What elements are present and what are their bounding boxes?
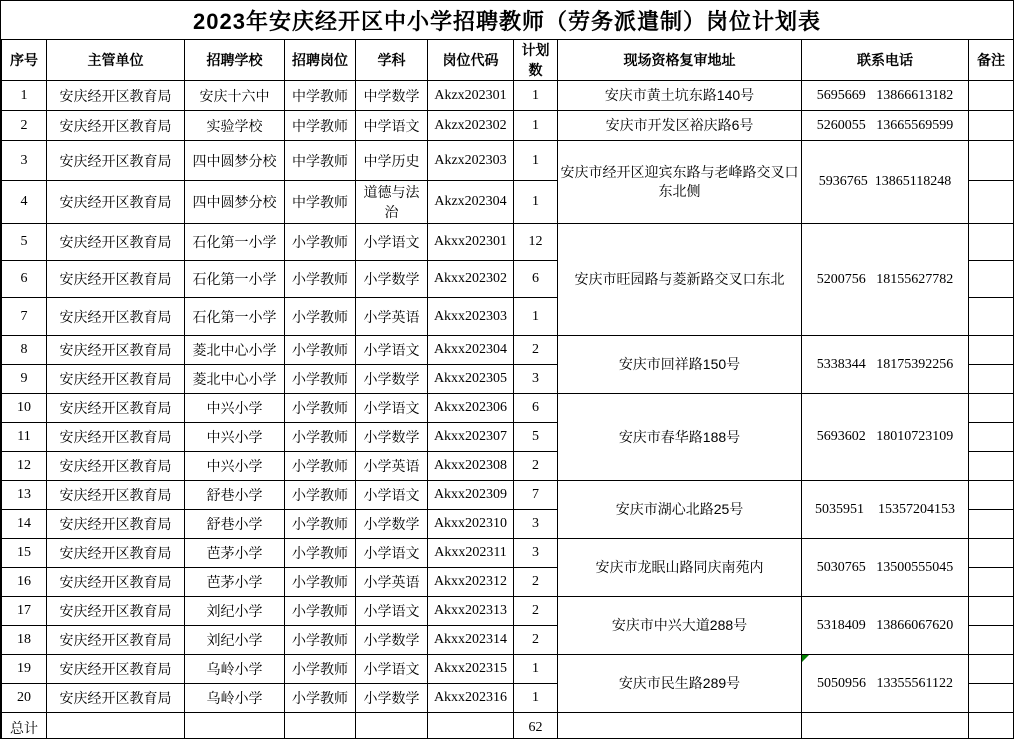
total-empty-position-cell	[285, 713, 356, 739]
position-cell: 小学教师	[285, 365, 356, 394]
remark-cell	[969, 655, 1014, 684]
code-cell: Akzx202303	[428, 141, 514, 181]
position-cell: 小学教师	[285, 452, 356, 481]
remark-cell	[969, 111, 1014, 141]
position-cell: 小学教师	[285, 336, 356, 365]
unit-cell: 安庆经开区教育局	[47, 336, 185, 365]
count-cell: 12	[514, 224, 558, 261]
subject-cell: 中学语文	[356, 111, 428, 141]
position-cell: 小学教师	[285, 568, 356, 597]
school-cell: 四中圆梦分校	[185, 141, 285, 181]
seq-cell: 18	[2, 626, 47, 655]
seq-cell: 1	[2, 81, 47, 111]
count-cell: 2	[514, 568, 558, 597]
school-cell: 刘纪小学	[185, 597, 285, 626]
phone-cell: 5338344 18175392256	[802, 336, 969, 394]
address-cell: 安庆市龙眠山路同庆南苑内	[558, 539, 802, 597]
table-row	[2, 481, 1014, 510]
total-empty-address-cell	[558, 713, 802, 739]
total-empty-phone-cell	[802, 713, 969, 739]
remark-cell	[969, 336, 1014, 365]
phone-cell: 5200756 18155627782	[802, 224, 969, 336]
table-row	[2, 141, 1014, 181]
total-label-cell: 总计	[2, 713, 47, 739]
unit-cell: 安庆经开区教育局	[47, 481, 185, 510]
header-row	[2, 40, 1014, 81]
subject-cell: 小学英语	[356, 452, 428, 481]
green-corner-indicator	[802, 655, 809, 662]
count-cell: 6	[514, 261, 558, 298]
seq-cell: 14	[2, 510, 47, 539]
school-cell: 四中圆梦分校	[185, 181, 285, 224]
address-cell: 安庆市黄土坑东路140号	[558, 81, 802, 111]
count-cell: 2	[514, 597, 558, 626]
code-cell: Akxx202304	[428, 336, 514, 365]
table-row	[2, 597, 1014, 626]
subject-cell: 小学语文	[356, 481, 428, 510]
position-cell: 小学教师	[285, 394, 356, 423]
unit-cell: 安庆经开区教育局	[47, 365, 185, 394]
position-cell: 小学教师	[285, 423, 356, 452]
address-cell: 安庆市经开区迎宾东路与老峰路交叉口东北侧	[558, 141, 802, 224]
seq-cell: 17	[2, 597, 47, 626]
header-col-count: 计划数	[514, 40, 558, 81]
subject-cell: 小学语文	[356, 597, 428, 626]
subject-cell: 小学语文	[356, 394, 428, 423]
position-cell: 小学教师	[285, 626, 356, 655]
school-cell: 刘纪小学	[185, 626, 285, 655]
total-empty-unit-cell	[47, 713, 185, 739]
subject-cell: 小学数学	[356, 510, 428, 539]
subject-cell: 小学数学	[356, 261, 428, 298]
subject-cell: 中学数学	[356, 81, 428, 111]
school-cell: 安庆十六中	[185, 81, 285, 111]
school-cell: 芭茅小学	[185, 539, 285, 568]
header-col-phone: 联系电话	[802, 40, 969, 81]
phone-cell: 5936765 13865118248	[802, 141, 969, 224]
address-cell: 安庆市回祥路150号	[558, 336, 802, 394]
school-cell: 中兴小学	[185, 394, 285, 423]
total-count-cell: 62	[514, 713, 558, 739]
total-empty-subject-cell	[356, 713, 428, 739]
code-cell: Akxx202303	[428, 298, 514, 336]
unit-cell: 安庆经开区教育局	[47, 141, 185, 181]
seq-cell: 20	[2, 684, 47, 713]
table-row	[2, 81, 1014, 111]
count-cell: 1	[514, 655, 558, 684]
unit-cell: 安庆经开区教育局	[47, 597, 185, 626]
header-col-subject: 学科	[356, 40, 428, 81]
seq-cell: 8	[2, 336, 47, 365]
total-row	[2, 713, 1014, 739]
count-cell: 1	[514, 298, 558, 336]
count-cell: 2	[514, 626, 558, 655]
count-cell: 3	[514, 365, 558, 394]
count-cell: 1	[514, 181, 558, 224]
count-cell: 1	[514, 81, 558, 111]
count-cell: 7	[514, 481, 558, 510]
code-cell: Akxx202312	[428, 568, 514, 597]
subject-cell: 小学英语	[356, 568, 428, 597]
remark-cell	[969, 141, 1014, 181]
subject-cell: 小学英语	[356, 298, 428, 336]
unit-cell: 安庆经开区教育局	[47, 81, 185, 111]
address-cell: 安庆市春华路188号	[558, 394, 802, 481]
remark-cell	[969, 452, 1014, 481]
count-cell: 2	[514, 336, 558, 365]
unit-cell: 安庆经开区教育局	[47, 626, 185, 655]
unit-cell: 安庆经开区教育局	[47, 423, 185, 452]
position-cell: 小学教师	[285, 655, 356, 684]
address-cell: 安庆市开发区裕庆路6号	[558, 111, 802, 141]
header-col-school: 招聘学校	[185, 40, 285, 81]
code-cell: Akxx202306	[428, 394, 514, 423]
subject-cell: 道德与法治	[356, 181, 428, 224]
subject-cell: 中学历史	[356, 141, 428, 181]
position-cell: 小学教师	[285, 298, 356, 336]
school-cell: 石化第一小学	[185, 261, 285, 298]
phone-cell: 5035951 15357204153	[802, 481, 969, 539]
position-cell: 小学教师	[285, 261, 356, 298]
seq-cell: 9	[2, 365, 47, 394]
count-cell: 1	[514, 111, 558, 141]
count-cell: 1	[514, 684, 558, 713]
unit-cell: 安庆经开区教育局	[47, 394, 185, 423]
remark-cell	[969, 597, 1014, 626]
address-cell: 安庆市旺园路与菱新路交叉口东北	[558, 224, 802, 336]
subject-cell: 小学语文	[356, 655, 428, 684]
unit-cell: 安庆经开区教育局	[47, 510, 185, 539]
position-cell: 小学教师	[285, 539, 356, 568]
seq-cell: 5	[2, 224, 47, 261]
phone-cell: 5318409 13866067620	[802, 597, 969, 655]
job-plan-table	[1, 39, 1014, 739]
table-row	[2, 224, 1014, 261]
remark-cell	[969, 626, 1014, 655]
seq-cell: 4	[2, 181, 47, 224]
unit-cell: 安庆经开区教育局	[47, 568, 185, 597]
remark-cell	[969, 181, 1014, 224]
seq-cell: 10	[2, 394, 47, 423]
school-cell: 中兴小学	[185, 423, 285, 452]
school-cell: 乌岭小学	[185, 655, 285, 684]
school-cell: 菱北中心小学	[185, 365, 285, 394]
header-col-position: 招聘岗位	[285, 40, 356, 81]
seq-cell: 6	[2, 261, 47, 298]
table-row	[2, 539, 1014, 568]
header-col-seq: 序号	[2, 40, 47, 81]
seq-cell: 19	[2, 655, 47, 684]
school-cell: 舒巷小学	[185, 510, 285, 539]
count-cell: 5	[514, 423, 558, 452]
total-empty-remark-cell	[969, 713, 1014, 739]
code-cell: Akxx202313	[428, 597, 514, 626]
position-cell: 小学教师	[285, 510, 356, 539]
count-cell: 1	[514, 141, 558, 181]
school-cell: 芭茅小学	[185, 568, 285, 597]
remark-cell	[969, 510, 1014, 539]
remark-cell	[969, 539, 1014, 568]
header-col-address: 现场资格复审地址	[558, 40, 802, 81]
remark-cell	[969, 81, 1014, 111]
position-cell: 中学教师	[285, 111, 356, 141]
code-cell: Akxx202311	[428, 539, 514, 568]
position-cell: 小学教师	[285, 224, 356, 261]
header-col-remark: 备注	[969, 40, 1014, 81]
phone-cell: 5030765 13500555045	[802, 539, 969, 597]
phone-cell: 5693602 18010723109	[802, 394, 969, 481]
count-cell: 6	[514, 394, 558, 423]
table-body	[2, 81, 1014, 739]
seq-cell: 11	[2, 423, 47, 452]
code-cell: Akzx202301	[428, 81, 514, 111]
school-cell: 乌岭小学	[185, 684, 285, 713]
phone-cell: 5260055 13665569599	[802, 111, 969, 141]
total-empty-school-cell	[185, 713, 285, 739]
school-cell: 石化第一小学	[185, 224, 285, 261]
total-empty-code-cell	[428, 713, 514, 739]
code-cell: Akxx202315	[428, 655, 514, 684]
code-cell: Akzx202302	[428, 111, 514, 141]
position-cell: 小学教师	[285, 481, 356, 510]
position-cell: 中学教师	[285, 181, 356, 224]
header-col-unit: 主管单位	[47, 40, 185, 81]
table-row	[2, 111, 1014, 141]
position-cell: 小学教师	[285, 597, 356, 626]
code-cell: Akxx202316	[428, 684, 514, 713]
table-row	[2, 655, 1014, 684]
position-cell: 中学教师	[285, 141, 356, 181]
code-cell: Akxx202308	[428, 452, 514, 481]
position-cell: 中学教师	[285, 81, 356, 111]
code-cell: Akxx202305	[428, 365, 514, 394]
count-cell: 3	[514, 539, 558, 568]
subject-cell: 小学语文	[356, 224, 428, 261]
unit-cell: 安庆经开区教育局	[47, 452, 185, 481]
table-row	[2, 336, 1014, 365]
remark-cell	[969, 298, 1014, 336]
seq-cell: 15	[2, 539, 47, 568]
remark-cell	[969, 224, 1014, 261]
seq-cell: 2	[2, 111, 47, 141]
subject-cell: 小学数学	[356, 684, 428, 713]
remark-cell	[969, 365, 1014, 394]
unit-cell: 安庆经开区教育局	[47, 181, 185, 224]
position-cell: 小学教师	[285, 684, 356, 713]
school-cell: 中兴小学	[185, 452, 285, 481]
unit-cell: 安庆经开区教育局	[47, 224, 185, 261]
code-cell: Akxx202310	[428, 510, 514, 539]
address-cell: 安庆市中兴大道288号	[558, 597, 802, 655]
subject-cell: 小学数学	[356, 365, 428, 394]
code-cell: Akxx202309	[428, 481, 514, 510]
code-cell: Akxx202301	[428, 224, 514, 261]
unit-cell: 安庆经开区教育局	[47, 655, 185, 684]
code-cell: Akzx202304	[428, 181, 514, 224]
remark-cell	[969, 423, 1014, 452]
address-cell: 安庆市民生路289号	[558, 655, 802, 713]
unit-cell: 安庆经开区教育局	[47, 111, 185, 141]
remark-cell	[969, 394, 1014, 423]
remark-cell	[969, 684, 1014, 713]
remark-cell	[969, 261, 1014, 298]
code-cell: Akxx202307	[428, 423, 514, 452]
phone-cell: 5050956 13355561122	[802, 655, 969, 713]
subject-cell: 小学数学	[356, 423, 428, 452]
subject-cell: 小学语文	[356, 336, 428, 365]
unit-cell: 安庆经开区教育局	[47, 298, 185, 336]
school-cell: 舒巷小学	[185, 481, 285, 510]
seq-cell: 13	[2, 481, 47, 510]
seq-cell: 7	[2, 298, 47, 336]
page-title: 2023年安庆经开区中小学招聘教师（劳务派遣制）岗位计划表	[193, 8, 821, 34]
school-cell: 菱北中心小学	[185, 336, 285, 365]
subject-cell: 小学语文	[356, 539, 428, 568]
school-cell: 实验学校	[185, 111, 285, 141]
count-cell: 3	[514, 510, 558, 539]
school-cell: 石化第一小学	[185, 298, 285, 336]
seq-cell: 16	[2, 568, 47, 597]
phone-cell: 5695669 13866613182	[802, 81, 969, 111]
table-row	[2, 394, 1014, 423]
header-col-code: 岗位代码	[428, 40, 514, 81]
seq-cell: 3	[2, 141, 47, 181]
seq-cell: 12	[2, 452, 47, 481]
unit-cell: 安庆经开区教育局	[47, 539, 185, 568]
unit-cell: 安庆经开区教育局	[47, 261, 185, 298]
address-cell: 安庆市湖心北路25号	[558, 481, 802, 539]
remark-cell	[969, 481, 1014, 510]
count-cell: 2	[514, 452, 558, 481]
code-cell: Akxx202314	[428, 626, 514, 655]
code-cell: Akxx202302	[428, 261, 514, 298]
remark-cell	[969, 568, 1014, 597]
unit-cell: 安庆经开区教育局	[47, 684, 185, 713]
subject-cell: 小学数学	[356, 626, 428, 655]
